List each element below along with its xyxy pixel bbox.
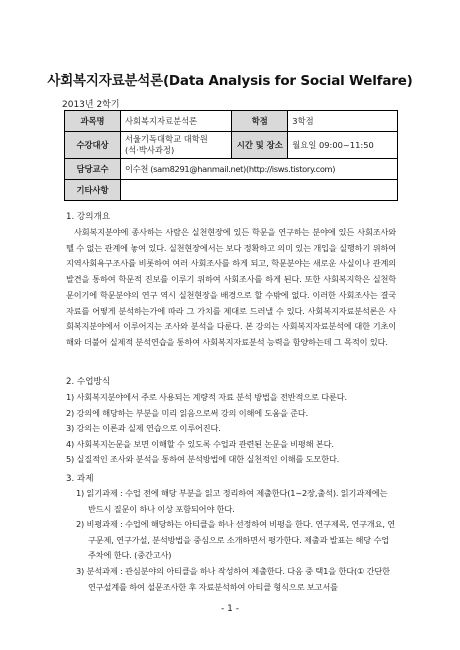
- list-item: 3) 분석과제 : 관심분야의 아티클을 하나 작성하여 제출한다. 다음 중 택1을 한다(① 간단한 연구설계를 하여 설문조사한 후 자료분석하여 아티클 형식으로 보고서를: [76, 565, 390, 592]
- list-item: 1) 읽기과제 : 수업 전에 해당 부분을 읽고 정리하여 제출한다(1~2장,출석). 읽기과제에는 반드시 질문이 하나 이상 포함되어야 한다.: [76, 488, 388, 514]
- instructor-value: 이수천 (sam8291@hanmail.net)(http://isws.tistory.com): [121, 159, 398, 180]
- table-row: [65, 111, 398, 132]
- document-title: 사회복지자료분석론(Data Analysis for Social Welfare): [47, 73, 413, 89]
- section-body-overview: 사회복지분야에 종사하는 사람은 실천현장에 있든 학문을 연구하는 분야에 있든 사회조사와 뗄 수 없는 관계에 놓여 있다. 실천현장에서는 보다 정확하고 의미 있는 개입을 실행하기 위하여 지역사회욕구조사를 비롯하여 여러 사회조사를 하게 되고, 학문분야는 새로운 사실이나 관계의 발견을 통하여 학문적 진보를 이루기 위하여 사회조사를 하게 된다. 또한 사회복지학은 실천학문이기에 학문분야의 연구 역시 실천현장을 배경으로 할 수밖에 없다. 이러한 사회조사는 결국 자료를 어떻게 분석하는가에 따라 그 가치를 제대로 드러낼 수 있다. 사회복지자료분석론은 사회복지분야에서 이루어지는 조사와 분석을 다룬다. 본 강의는 사회복지자료분석에 대한 기초이해와 더불어 실제적 분석연습을 통하여 사회복지자료분석 능력을 함양하는데 그 목적이 있다.: [66, 227, 396, 347]
- course-info-table: [64, 110, 398, 201]
- method-list: [66, 390, 396, 468]
- instructor-label: 담당교수: [65, 159, 121, 180]
- time-place-value: 월요일 09:00~11:50: [288, 132, 398, 159]
- course-name-label: 과목명: [65, 111, 121, 132]
- credit-value: 3학점: [288, 111, 398, 132]
- list-item: 1) 사회복지분야에서 주로 사용되는 계량적 자료 분석 방법을 전반적으로 다룬다.: [66, 392, 347, 402]
- misc-value: [121, 180, 398, 201]
- time-place-label: 시간 및 장소: [232, 132, 288, 159]
- course-name-value: 사회복지자료분석론: [121, 111, 232, 132]
- section-heading-method: 2. 수업방식: [66, 377, 111, 387]
- target-value-line2: (석·박사과정): [125, 145, 175, 155]
- target-label: 수강대상: [65, 132, 121, 159]
- list-item: 3) 강의는 이론과 실제 연습으로 이루어진다.: [66, 423, 221, 434]
- section-heading-assignments: 3. 과제: [66, 474, 94, 484]
- semester-label: 2013년 2학기: [62, 100, 120, 110]
- page-number: - 1 -: [221, 604, 239, 614]
- list-item: 2) 비평과제 : 수업에 해당하는 아티클을 하나 선정하여 비평을 한다. 연구제목, 연구개요, 연구문제, 연구가설, 분석방법을 중심으로 소개하면서 평가한다. 제출과 발표는 해당 수업주차에 한다. (중간고사): [76, 519, 396, 561]
- table-row: [65, 159, 398, 180]
- misc-label: 기타사항: [65, 180, 121, 201]
- table-row: [65, 132, 398, 159]
- target-value: [121, 132, 232, 159]
- assignment-list: [66, 486, 396, 595]
- list-item: 2) 강의에 해당하는 부분을 미리 읽음으로써 강의 이해에 도움을 준다.: [66, 407, 309, 418]
- table-row: [65, 180, 398, 201]
- list-item: 4) 사회복지논문을 보면 이해할 수 있도록 수업과 관련된 논문을 비평해 본다.: [66, 438, 334, 449]
- credit-label: 학점: [232, 111, 288, 132]
- target-value-line1: 서울기독대학교 대학원: [125, 134, 208, 144]
- list-item: 5) 실질적인 조사와 분석을 통하여 분석방법에 대한 실천적인 이해를 도모한다.: [66, 454, 340, 465]
- section-heading-overview: 1. 강의개요: [66, 212, 111, 222]
